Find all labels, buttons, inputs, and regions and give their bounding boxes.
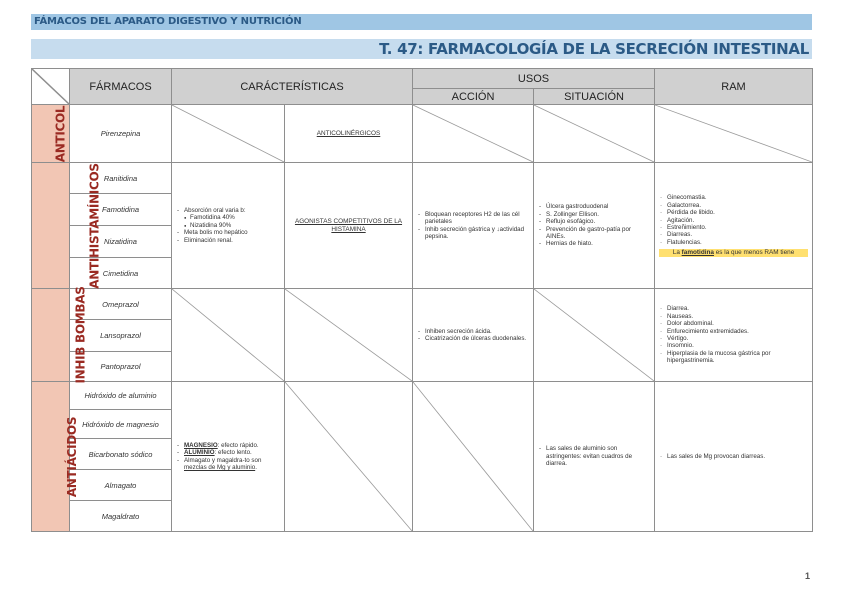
- header-usos: USOS: [413, 69, 655, 89]
- antihist-accion: - Bloquean receptores H2 de las cél parietales - Inhib secreción gástrica y ↓actividad pepsina.: [413, 163, 534, 289]
- inhib-caract-empty: [172, 289, 285, 382]
- antiacidos-mechanism-empty: [285, 382, 413, 532]
- antiacidos-situacion: - Las sales de aluminio son astringentes: evitan cuadros de diarrea.: [534, 382, 655, 532]
- drug-almagato: Almagato: [70, 470, 172, 501]
- category-antiacidos: ANTIÁCIDOS: [32, 382, 70, 532]
- header-situacion: SITUACIÓN: [534, 89, 655, 105]
- drug-famotidina: Famotidina: [70, 194, 172, 226]
- drug-cimetidina: Cimetidina: [70, 258, 172, 289]
- antihist-situacion: - Úlcera gastroduodenal - S. Zollinger Ellison. - Reflujo esofágico. - Prevención de gastro-patía por AINEs. - Hernias de hiato.: [534, 163, 655, 289]
- drug-hidroxido-aluminio: Hidróxido de aluminio: [70, 382, 172, 410]
- inhib-accion: - Inhiben secreción ácida. - Cicatrización de úlceras duodenales.: [413, 289, 534, 382]
- header-ram: RAM: [655, 69, 813, 105]
- drug-hidroxido-magnesio: Hidróxido de magnesio: [70, 410, 172, 439]
- antihist-caracteristicas: - Absorción oral varia b: ● Famotidina 40% ● Nizatidina 90% - Meta bolis mo hepático - Eliminación renal.: [172, 163, 285, 289]
- inhib-ram: · Diarrea. · Nauseas. · Dolor abdominal. · Enfurecimiento extremidades. · Vértigo. · Insomnio. · Hiperplasia de la mucosa gástrica por hipergastrinemia.: [655, 289, 813, 382]
- anticol-accion-empty: [413, 105, 534, 163]
- corner-cell: [32, 69, 70, 105]
- drug-pirenzepina: Pirenzepina: [70, 105, 172, 163]
- antiacidos-accion-empty: [413, 382, 534, 532]
- famotidina-note: La famotidina es la que menos RAM tiene: [659, 249, 808, 256]
- antiacidos-ram: · Las sales de Mg provocan diarreas.: [655, 382, 813, 532]
- category-inhib-bombas: INHIB BOMBAS: [32, 289, 70, 382]
- drug-bicarbonato-sodico: Bicarbonato sódico: [70, 439, 172, 470]
- drug-pantoprazol: Pantoprazol: [70, 352, 172, 382]
- pharmacology-table: [31, 68, 813, 532]
- drug-ranitidina: Ranitidina: [70, 163, 172, 194]
- category-antihistaminicos: ANTIHISTAMÍNICOS: [32, 163, 70, 289]
- antihist-mechanism: AGONISTAS COMPETITIVOS DE LA HISTAMINA: [285, 163, 413, 289]
- drug-lansoprazol: Lansoprazol: [70, 320, 172, 352]
- antihist-ram: · Ginecomastia. · Galactorrea. · Pérdida de libido. · Agitación. · Estreñimiento. · Diarreas. · Flatulencias. La famotidina es la que menos RAM tiene: [655, 163, 813, 289]
- topic-title: T. 47: FARMACOLOGÍA DE LA SECRECIÓN INTESTINAL: [31, 39, 812, 59]
- drug-omeprazol: Omeprazol: [70, 289, 172, 320]
- anticol-ram-empty: [655, 105, 813, 163]
- header-accion: ACCIÓN: [413, 89, 534, 105]
- drug-magaldrato: Magaldrato: [70, 501, 172, 532]
- anticol-situacion-empty: [534, 105, 655, 163]
- inhib-situacion-empty: [534, 289, 655, 382]
- anticol-mechanism: ANTICOLINÉRGICOS: [285, 105, 413, 163]
- page-number: 1: [804, 571, 810, 581]
- drug-nizatidina: Nizatidina: [70, 226, 172, 258]
- header-caracteristicas: CARÁCTERÍSTICAS: [172, 69, 413, 105]
- header-farmacos: FÁRMACOS: [70, 69, 172, 105]
- anticol-caract-empty: [172, 105, 285, 163]
- category-anticol: ANTICOL: [32, 105, 70, 163]
- antiacidos-caracteristicas: - MAGNESIO: efecto rápido. - ALUMINIO: efecto lento. - Almagato y magaldra-to son mezclas de Mg y aluminio.: [172, 382, 285, 532]
- inhib-mechanism-empty: [285, 289, 413, 382]
- section-band: FÁMACOS DEL APARATO DIGESTIVO Y NUTRICIÓN: [31, 14, 812, 30]
